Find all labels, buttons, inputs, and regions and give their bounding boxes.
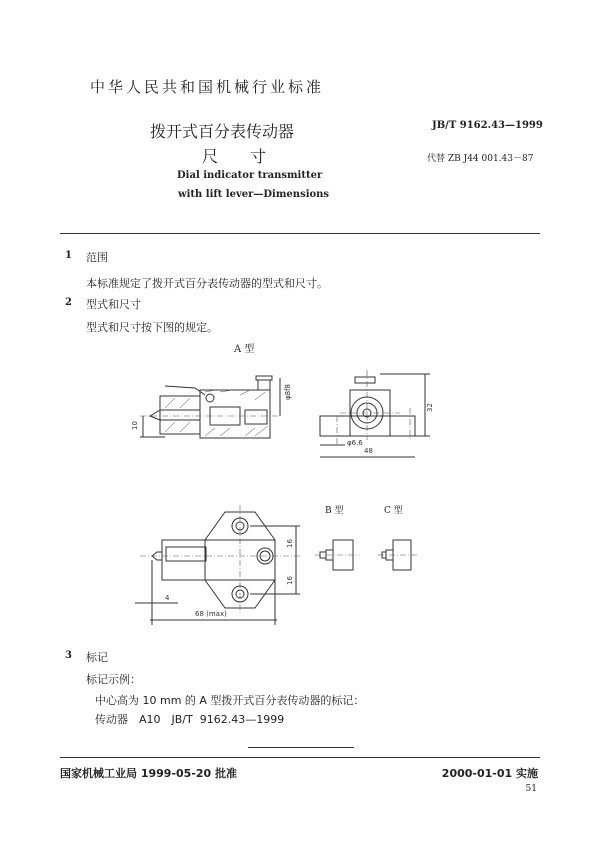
dim-h32: 32 (426, 403, 434, 412)
replaces-standard: 代替 ZB J44 001.43－87 (427, 154, 534, 164)
dim-hole: φ6.6 (347, 439, 363, 447)
footer-divider (60, 757, 540, 758)
marking-example-code: 传动器 A10 JB/T 9162.43—1999 (95, 713, 285, 726)
dim-s16-lower: 16 (286, 576, 294, 585)
dim-bore: φ8f8 (284, 384, 292, 400)
type-c-view (378, 540, 418, 570)
dim-h10: 10 (131, 421, 139, 430)
english-title-line2: with lift lever—Dimensions (178, 189, 330, 200)
end-rule (248, 747, 354, 748)
dim-len68: 68 (max) (195, 610, 227, 618)
type-b-view (315, 540, 360, 570)
section-1-title: 范围 (86, 251, 108, 264)
approval-date: 国家机械工业局 1999-05-20 批准 (60, 767, 238, 780)
effective-date: 2000-01-01 实施 (441, 767, 538, 780)
section-1-body: 本标准规定了拨开式百分表传动器的型式和尺寸。 (86, 277, 328, 290)
type-b-label: B 型 (325, 506, 344, 516)
type-a-end-view (320, 370, 434, 457)
dim-w48: 48 (364, 447, 373, 455)
section-1-number: 1 (65, 250, 72, 261)
plan-view (135, 505, 300, 625)
standard-number: JB/T 9162.43—1999 (432, 120, 543, 131)
section-3-title: 标记 (86, 651, 108, 664)
page-number: 51 (525, 784, 537, 794)
page-subtitle: 尺 寸 (202, 147, 267, 166)
section-3-number: 3 (65, 650, 72, 661)
section-2-number: 2 (65, 297, 72, 308)
type-a-label: A 型 (234, 344, 255, 355)
type-a-side-view (131, 376, 292, 438)
marking-example-label: 标记示例： (86, 673, 141, 686)
english-title-line1: Dial indicator transmitter (177, 170, 323, 181)
marking-example-description: 中心高为 10 mm 的 A 型拨开式百分表传动器的标记： (95, 694, 365, 707)
dim-s4: 4 (165, 594, 170, 602)
section-2-body: 型式和尺寸按下图的规定。 (86, 321, 218, 334)
dim-s16-upper: 16 (286, 539, 294, 548)
type-c-label: C 型 (384, 506, 403, 516)
section-2-title: 型式和尺寸 (86, 298, 141, 311)
standard-category: 中华人民共和国机械行业标准 (90, 78, 325, 96)
page-title: 拨开式百分表传动器 (150, 122, 295, 141)
